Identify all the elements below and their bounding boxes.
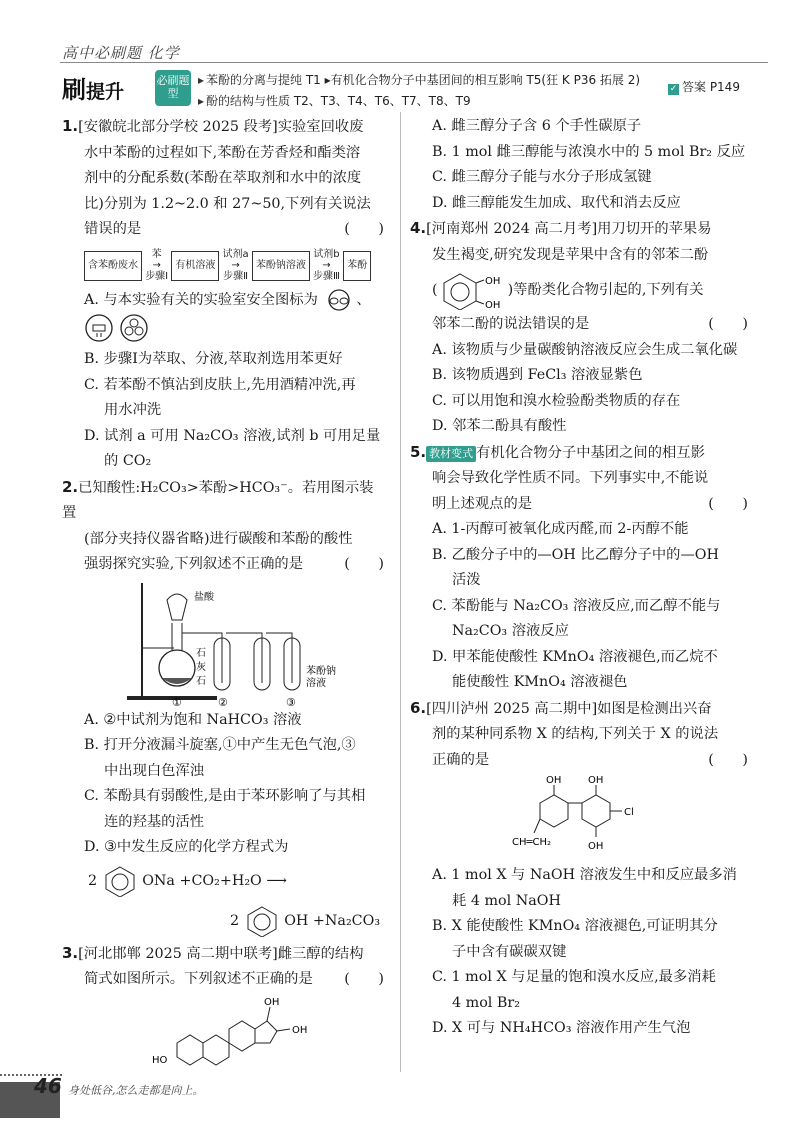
- q5-number: 5.: [410, 442, 427, 461]
- header-rule: [60, 62, 768, 63]
- q6-text-1: [四川泸州 2025 高二期中]如图是检测出兴奋: [426, 700, 712, 717]
- q1-stem-1: [62, 114, 384, 141]
- label-hcl: 盐酸: [194, 591, 214, 603]
- q5-stem-3: [410, 492, 748, 518]
- q5-option-a: A. 1-丙醇可被氧化成丙醛,而 2-丙醇不能: [432, 521, 689, 537]
- q4-option-d: D. 邻苯二酚具有酸性: [432, 418, 567, 434]
- oh-label-b: OH: [588, 775, 604, 786]
- flow-arrow-2: 试剂a → 步骤Ⅱ: [222, 248, 249, 282]
- q4-stem-2: 发生褐变,研究发现是苹果中含有的邻苯二酚: [432, 246, 709, 263]
- flow-box-1: 含苯酚废水: [84, 251, 142, 281]
- q1-option-b: B. 步骤Ⅰ为萃取、分液,萃取剂选用苯更好: [84, 351, 343, 367]
- topic-line-1: ▸ 苯酚的分离与提纯 T1 ▸有机化合物分子中基团间的相互影响 T5(狂 K P36 拓展 2): [198, 70, 640, 91]
- q1-option-c-2: 用水冲洗: [104, 402, 162, 418]
- q2-text-1: 已知酸性:H₂CO₃>苯酚>HCO₃⁻。若用图示装置: [62, 479, 374, 521]
- q2-option-b-1: B. 打开分液漏斗旋塞,①中产生无色气泡,③: [84, 737, 356, 753]
- q3-option-b: B. 1 mol 雌三醇能与浓溴水中的 5 mol Br₂ 反应: [432, 143, 746, 160]
- q2-option-d: D. ③中发生反应的化学方程式为: [84, 839, 289, 855]
- q2-apparatus-diagram: [122, 578, 422, 708]
- q6-answer-blank: ( ): [708, 751, 748, 768]
- flow-box-3: 苯酚钠溶液: [252, 251, 310, 281]
- section-brand: [62, 70, 124, 105]
- q1-stem-2: 水中苯酚的过程如下,苯酚在芳香烃和酯类溶: [84, 144, 361, 161]
- q2-option-c-2: 连的羟基的活性: [104, 813, 205, 830]
- oh-label-c: OH: [588, 841, 604, 852]
- q5-option-d-1: D. 甲苯能使酸性 KMnO₄ 溶液褪色,而乙烷不: [432, 648, 718, 665]
- q3-text-2: 简式如图所示。下列叙述不正确的是: [84, 971, 313, 987]
- q5-stem-1: [410, 440, 748, 467]
- q4-stem-1: [410, 216, 748, 243]
- topic-line-2: ▸ 酚的结构与性质 T2、T3、T4、T6、T7、T8、T9: [198, 91, 640, 112]
- q1-option-d-2: 的 CO₂: [104, 453, 152, 469]
- q3-text-1: [河北邯郸 2025 高二期中联考]雌三醇的结构: [78, 945, 364, 962]
- q2-number: 2.: [62, 477, 79, 496]
- q2-option-c-1: C. 苯酚具有弱酸性,是由于苯环影响了与其相: [84, 788, 366, 804]
- q1-option-c-1: C. 若苯酚不慎沾到皮肤上,先用酒精冲洗,再: [84, 376, 356, 393]
- q6-stem-3: [410, 748, 748, 774]
- q2-equation-2: 2 OH +Na₂CO₃: [62, 901, 384, 941]
- q2-stem-3: [62, 552, 384, 578]
- q3-number: 3.: [62, 943, 79, 962]
- benzene-ring-icon: [244, 905, 280, 937]
- vinyl-label: CH═CH₂: [512, 837, 552, 848]
- flow-arrow-3: 试剂b → 步骤Ⅲ: [313, 248, 340, 282]
- hand-wash-icon: [84, 313, 114, 343]
- compound-x-structure: [510, 773, 680, 863]
- q4-stem-3: ( OH OH )等酚类化合物引起的,下列有关: [410, 268, 748, 312]
- brand-text: 提升: [86, 81, 125, 103]
- benzene-ring-icon: [102, 865, 138, 897]
- q5-answer-blank: ( ): [708, 495, 748, 512]
- q4-answer-blank: ( ): [708, 316, 748, 332]
- label-2: ②: [218, 695, 228, 708]
- q6-option-d: D. X 可与 NH₄HCO₃ 溶液作用产生气泡: [432, 1020, 691, 1036]
- q3-answer-blank: ( ): [344, 971, 384, 987]
- q6-stem-2: 剂的某种同系物 X 的结构,下列关于 X 的说法: [432, 726, 719, 742]
- q6-option-c-2: 4 mol Br₂: [452, 994, 520, 1011]
- q4-number: 4.: [410, 219, 427, 237]
- label-limestone-1: 石: [196, 647, 206, 659]
- label-1: ①: [172, 695, 182, 708]
- q2-equation-1: 2 ONa +CO₂+H₂O ⟶: [62, 861, 384, 901]
- oh-label-1: OH: [292, 1024, 308, 1036]
- q1-text-1: [安徽皖北部分学校 2025 段考]实验室回收废: [78, 119, 364, 135]
- q4-text-1: [河南郑州 2024 高二月考]用刀切开的苹果易: [426, 221, 712, 237]
- q1-a-text: A. 与本实验有关的实验室安全图标为: [84, 291, 318, 308]
- q2-option-b-2: 中出现白色浑浊: [104, 762, 205, 779]
- q2-option-a: A. ②中试剂为饱和 NaHCO₃ 溶液: [84, 711, 302, 728]
- q6-option-c-1: C. 1 mol X 与足量的饱和溴水反应,最多消耗: [432, 969, 716, 985]
- textbook-variant-tag: 教材变式: [426, 446, 476, 462]
- eq2-text: OH +Na₂CO₃: [284, 912, 381, 929]
- brand-char: 刷: [62, 76, 86, 104]
- q3-stem-1: [62, 941, 384, 968]
- q4-stem-4: [410, 312, 748, 338]
- q2-text-3: 强弱探究实验,下列叙述不正确的是: [84, 556, 303, 572]
- biohazard-icon: [119, 313, 149, 343]
- svg-text:OH: OH: [484, 276, 500, 287]
- answer-ref: [668, 78, 740, 95]
- label-phenoxide-1: 苯酚钠: [306, 665, 336, 677]
- svg-text:OH: OH: [484, 300, 500, 310]
- flow-box-4: 苯酚: [343, 251, 371, 281]
- goggles-icon: [322, 289, 356, 311]
- ho-label: HO: [152, 1054, 168, 1066]
- q5-text-1: 有机化合物分子中基团之间的相互影: [476, 444, 705, 461]
- q1-option-d-1: D. 试剂 a 可用 Na₂CO₃ 溶液,试剂 b 可用足量: [84, 427, 381, 444]
- q2-stem-1: [62, 475, 384, 527]
- q6-option-a-2: 耗 4 mol NaOH: [452, 892, 561, 909]
- flow-box-2: 有机溶液: [171, 251, 219, 281]
- page-number: 46: [34, 1074, 62, 1098]
- label-3: ③: [286, 695, 296, 708]
- q5-option-b-2: 活泼: [452, 572, 481, 588]
- q1-flow-diagram: [62, 249, 384, 282]
- q1-stem-5: [62, 217, 384, 243]
- q1-option-a: A. 与本实验有关的实验室安全图标为 、: [62, 288, 384, 314]
- q1-icons-row: [62, 313, 384, 347]
- q4-text-3: )等酚类化合物引起的,下列有关: [507, 282, 704, 298]
- label-limestone-2: 灰: [196, 661, 206, 673]
- q6-number: 6.: [410, 698, 427, 717]
- q4-option-b: B. 该物质遇到 FeCl₃ 溶液显紫色: [432, 367, 643, 383]
- q1-text-5: 错误的是: [84, 221, 142, 237]
- q3-option-a: A. 雌三醇分子含 6 个手性碳原子: [432, 118, 642, 134]
- answer-text: 答案 P149: [682, 80, 740, 94]
- q3-stem-2: [62, 967, 384, 993]
- q4-text-4: 邻苯二酚的说法错误的是: [432, 316, 590, 332]
- q2-answer-blank: ( ): [344, 556, 384, 572]
- footer-motto: 身处低谷,怎么走都是向上。: [68, 1084, 204, 1097]
- q3-option-d: D. 雌三醇能发生加成、取代和消去反应: [432, 194, 681, 211]
- q2-stem-2: (部分夹持仪器省略)进行碳酸和苯酚的酸性: [84, 530, 353, 547]
- estriol-structure: [152, 993, 312, 1073]
- left-column: [62, 114, 384, 1073]
- q1-stem-4: 比)分别为 1.2~2.0 和 27~50,下列有关说法: [84, 195, 371, 212]
- oh-label-2: OH: [264, 996, 280, 1008]
- q5-option-c-1: C. 苯酚能与 Na₂CO₃ 溶液反应,而乙醇不能与: [432, 597, 721, 614]
- label-phenoxide-2: 溶液: [306, 677, 326, 689]
- flow-arrow-1: 苯 → 步骤Ⅰ: [145, 248, 169, 282]
- q4-option-c: C. 可以用饱和溴水检验酚类物质的存在: [432, 392, 681, 409]
- q3-option-c: C. 雌三醇分子能与水分子形成氢键: [432, 169, 652, 185]
- catechol-structure: [438, 270, 508, 310]
- topic-badge: 必刷题型: [155, 70, 191, 106]
- label-limestone-3: 石: [196, 675, 206, 687]
- q6-option-a-1: A. 1 mol X 与 NaOH 溶液发生中和反应最多消: [432, 867, 737, 883]
- q4-option-a: A. 该物质与少量碳酸钠溶液反应会生成二氧化碳: [432, 341, 738, 358]
- q6-stem-1: [410, 696, 748, 723]
- q6-option-b-1: B. X 能使酸性 KMnO₄ 溶液褪色,可证明其分: [432, 918, 718, 934]
- topic-list: [198, 70, 640, 112]
- q6-option-b-2: 子中含有碳碳双键: [452, 943, 567, 960]
- q5-option-b-1: B. 乙酸分子中的—OH 比乙醇分子中的—OH: [432, 546, 719, 563]
- q5-option-c-2: Na₂CO₃ 溶液反应: [452, 623, 569, 639]
- q1-number: 1.: [62, 117, 79, 135]
- cl-label: Cl: [624, 807, 634, 818]
- q1-answer-blank: ( ): [344, 221, 384, 237]
- check-icon: ✓: [669, 84, 678, 94]
- right-column: [410, 114, 748, 1042]
- q5-option-d-2: 能使酸性 KMnO₄ 溶液褪色: [452, 674, 628, 690]
- oh-label-a: OH: [546, 775, 562, 786]
- running-header: 高中必刷题 化学: [62, 44, 180, 62]
- q1-stem-3: 剂中的分配系数(苯酚在萃取剂和水中的浓度: [84, 170, 362, 186]
- q6-text-3: 正确的是: [432, 751, 490, 768]
- eq1-text: ONa +CO₂+H₂O ⟶: [142, 872, 287, 889]
- q5-stem-2: 响会导致化学性质不同。下列事实中,不能说: [432, 470, 709, 486]
- q5-text-3: 明上述观点的是: [432, 495, 533, 512]
